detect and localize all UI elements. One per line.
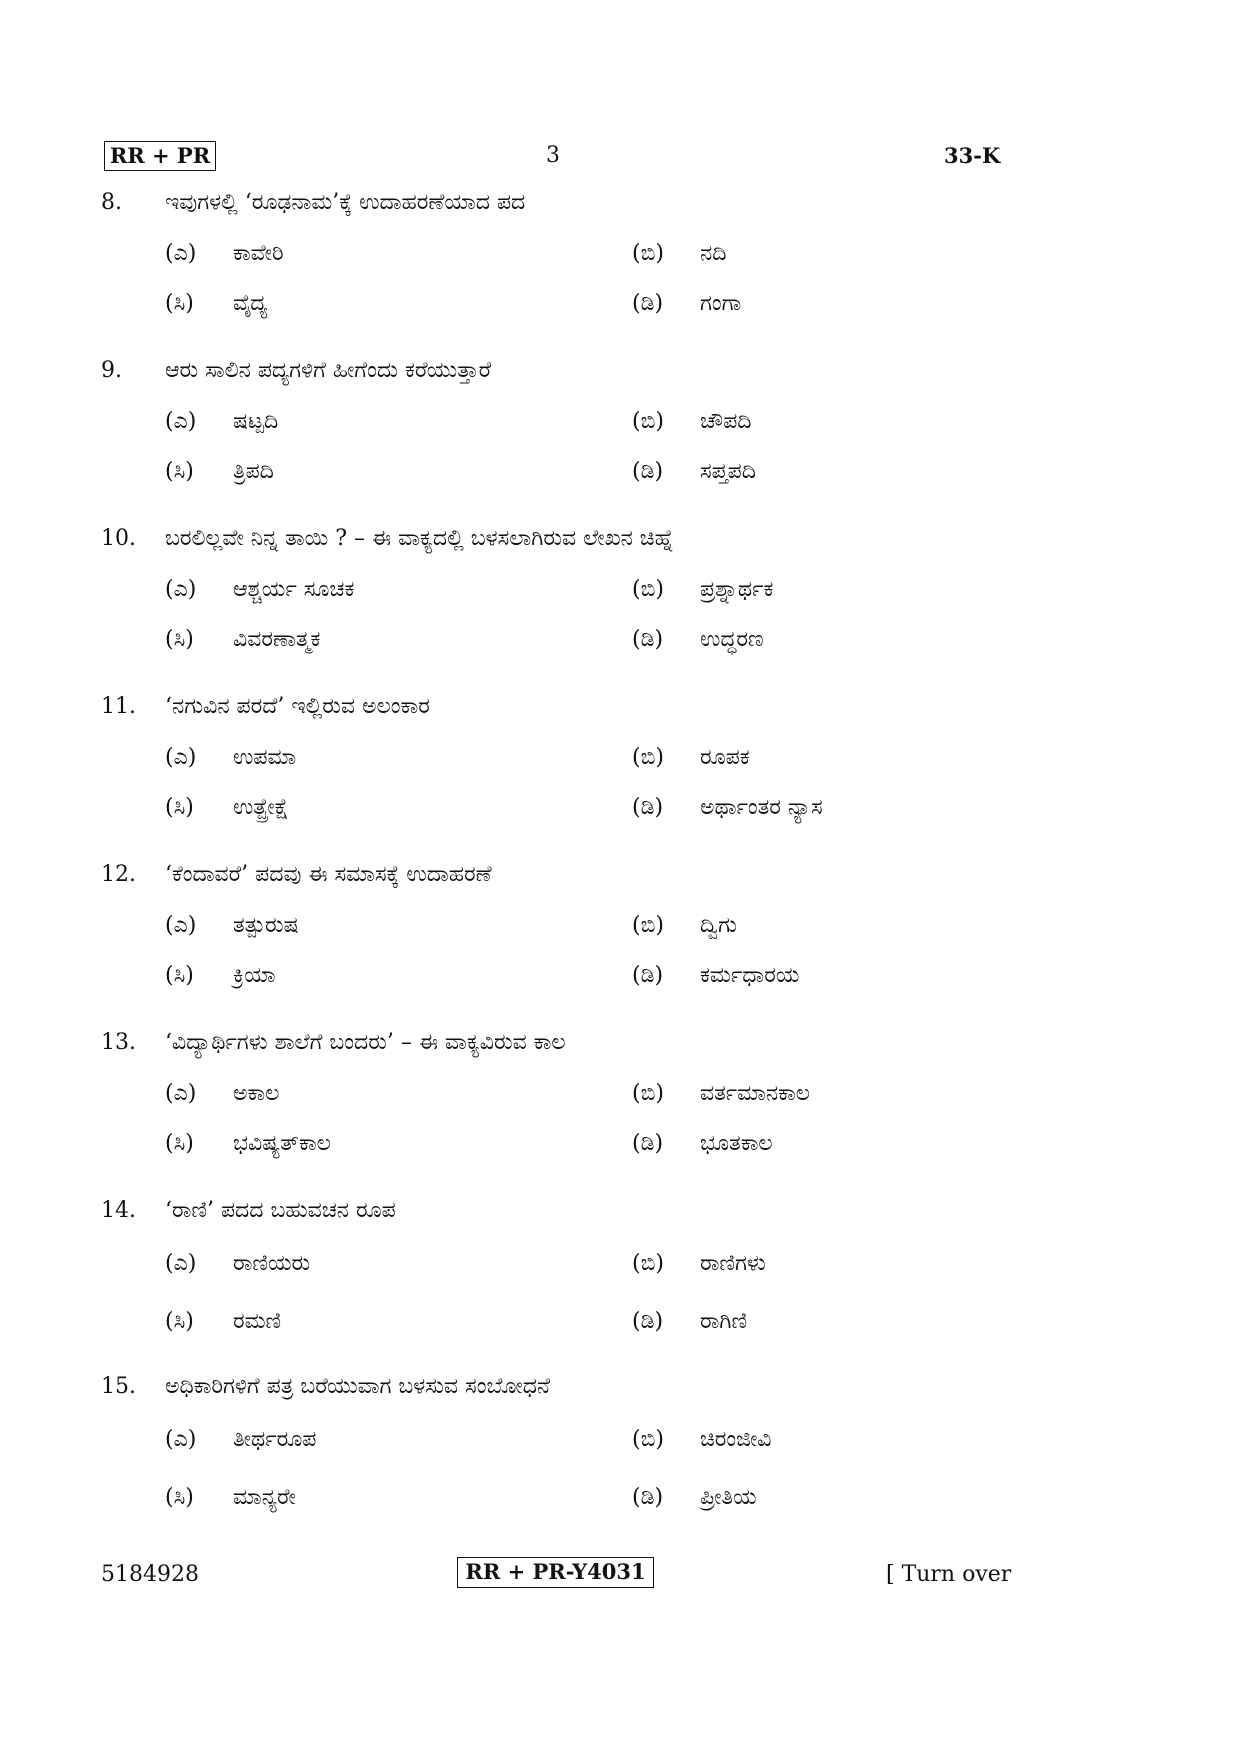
answer-option: [632, 456, 1052, 490]
option-text: ತೀರ್ಥರೂಪ: [233, 1427, 317, 1452]
answer-option: [165, 288, 585, 322]
option-label: (ಎ): [165, 241, 197, 266]
option-text: ರಾಣಿಯರು: [233, 1251, 311, 1276]
option-label: (ಡಿ): [632, 1485, 664, 1510]
option-text: ಉತ್ಪ್ರೇಕ್ಷೆ: [233, 795, 289, 820]
question-number: 9.: [101, 358, 122, 383]
question-text: ಆರು ಸಾಲಿನ ಪದ್ಯಗಳಿಗೆ ಹೀಗೆಂದು ಕರೆಯುತ್ತಾರೆ: [165, 358, 492, 383]
answer-option: [165, 406, 585, 440]
option-label: (ಬಿ): [632, 1251, 664, 1276]
option-text: ಭವಿಷ್ಯತ್‌ಕಾಲ: [233, 1131, 331, 1156]
option-label: (ಸಿ): [165, 795, 194, 820]
answer-option: [165, 1482, 585, 1516]
paper-type-box: RR + PR: [104, 141, 216, 171]
question-text: ‘ರಾಣಿ’ ಪದದ ಬಹುವಚನ ರೂಪ: [165, 1198, 396, 1223]
option-label: (ಎ): [165, 745, 197, 770]
option-label: (ಡಿ): [632, 1309, 664, 1334]
question-item: [0, 188, 1241, 358]
option-label: (ಬಿ): [632, 1427, 664, 1452]
answer-option: [632, 288, 1052, 322]
option-label: (ಬಿ): [632, 577, 664, 602]
option-label: (ಡಿ): [632, 291, 664, 316]
answer-option: [632, 624, 1052, 658]
answer-option: [165, 1248, 585, 1282]
option-label: (ಎ): [165, 577, 197, 602]
option-text: ವೈದ್ಯ: [233, 291, 268, 316]
option-label: (ಡಿ): [632, 795, 664, 820]
option-text: ಪ್ರಶ್ನಾರ್ಥಕ: [700, 577, 774, 602]
answer-option: [632, 792, 1052, 826]
question-text: ‘ಕೆಂದಾವರೆ’ ಪದವು ಈ ಸಮಾಸಕ್ಕೆ ಉದಾಹರಣೆ: [165, 862, 492, 887]
option-text: ಅಕಾಲ: [233, 1081, 280, 1106]
answer-option: [165, 1306, 585, 1340]
option-text: ಚೌಪದಿ: [700, 409, 752, 434]
question-number: 13.: [101, 1030, 136, 1055]
option-label: (ಬಿ): [632, 409, 664, 434]
option-label: (ಸಿ): [165, 963, 194, 988]
option-label: (ಸಿ): [165, 459, 194, 484]
answer-option: [165, 742, 585, 776]
question-item: [0, 524, 1241, 694]
option-label: (ಬಿ): [632, 913, 664, 938]
answer-option: [632, 742, 1052, 776]
question-text: ಇವುಗಳಲ್ಲಿ ‘ರೂಢನಾಮ’ಕ್ಕೆ ಉದಾಹರಣೆಯಾದ ಪದ: [165, 190, 526, 215]
option-text: ರೂಪಕ: [700, 745, 750, 770]
question-item: [0, 860, 1241, 1030]
option-text: ಕ್ರಿಯಾ: [233, 963, 276, 988]
question-text: ಬರಲಿಲ್ಲವೇ ನಿನ್ನ ತಾಯಿ ? – ಈ ವಾಕ್ಯದಲ್ಲಿ ಬಳಸಲಾಗಿರುವ ಲೇಖನ ಚಿಹ್ನೆ: [165, 526, 674, 551]
option-text: ಆಶ್ಚರ್ಯ ಸೂಚಕ: [233, 577, 355, 602]
option-text: ಚಿರಂಜೀವಿ: [700, 1427, 772, 1452]
option-text: ಅರ್ಥಾಂತರ ನ್ಯಾಸ: [700, 795, 823, 820]
option-label: (ಬಿ): [632, 241, 664, 266]
option-text: ಉದ್ಧರಣ: [700, 627, 764, 652]
option-label: (ಎ): [165, 1251, 197, 1276]
option-label: (ಎ): [165, 1427, 197, 1452]
option-text: ರಾಗಿಣಿ: [700, 1309, 748, 1334]
option-text: ಪ್ರೀತಿಯ: [700, 1485, 757, 1510]
answer-option: [165, 1424, 585, 1458]
question-item: [0, 356, 1241, 526]
option-label: (ಬಿ): [632, 1081, 664, 1106]
answer-option: [165, 238, 585, 272]
question-number: 12.: [101, 862, 136, 887]
option-label: (ಎ): [165, 1081, 197, 1106]
option-label: (ಸಿ): [165, 1485, 194, 1510]
option-label: (ಡಿ): [632, 459, 664, 484]
question-item: [0, 1028, 1241, 1198]
answer-option: [165, 1078, 585, 1112]
option-text: ಸಪ್ತಪದಿ: [700, 459, 756, 484]
answer-option: [165, 1128, 585, 1162]
question-number: 15.: [101, 1374, 136, 1399]
option-text: ಕರ್ಮಧಾರಯ: [700, 963, 800, 988]
answer-option: [632, 910, 1052, 944]
answer-option: [632, 1306, 1052, 1340]
answer-option: [632, 1128, 1052, 1162]
question-number: 14.: [101, 1198, 136, 1223]
option-text: ರಾಣಿಗಳು: [700, 1251, 766, 1276]
question-text: ‘ನಗುವಿನ ಪರದೆ’ ಇಲ್ಲಿರುವ ಅಲಂಕಾರ: [165, 694, 430, 719]
option-text: ಷಟ್ಪದಿ: [233, 409, 279, 434]
page-number: 3: [546, 143, 560, 168]
answer-option: [165, 960, 585, 994]
answer-option: [165, 792, 585, 826]
answer-option: [632, 574, 1052, 608]
question-item: [0, 692, 1241, 862]
option-label: (ಬಿ): [632, 745, 664, 770]
option-text: ಉಪಮಾ: [233, 745, 297, 770]
option-label: (ಡಿ): [632, 627, 664, 652]
option-text: ವಿವರಣಾತ್ಮಕ: [233, 627, 321, 652]
answer-option: [165, 456, 585, 490]
question-item: [0, 1196, 1241, 1366]
booklet-number: 5184928: [101, 1562, 199, 1587]
option-label: (ಡಿ): [632, 963, 664, 988]
question-number: 11.: [101, 694, 136, 719]
option-text: ತ್ರಿಪದಿ: [233, 459, 274, 484]
paper-code: 33-K: [944, 143, 1001, 168]
question-text: ಅಧಿಕಾರಿಗಳಿಗೆ ಪತ್ರ ಬರೆಯುವಾಗ ಬಳಸುವ ಸಂಬೋಧನೆ: [165, 1374, 551, 1399]
option-text: ಮಾನ್ಯರೇ: [233, 1485, 296, 1510]
answer-option: [632, 960, 1052, 994]
option-text: ಕಾವೇರಿ: [233, 241, 284, 266]
option-label: (ಸಿ): [165, 291, 194, 316]
question-item: [0, 1372, 1241, 1542]
option-text: ಗಂಗಾ: [700, 291, 742, 316]
option-text: ವರ್ತಮಾನಕಾಲ: [700, 1081, 811, 1106]
option-label: (ಎ): [165, 409, 197, 434]
answer-option: [632, 1078, 1052, 1112]
answer-option: [632, 406, 1052, 440]
option-label: (ಎ): [165, 913, 197, 938]
question-number: 8.: [101, 190, 122, 215]
answer-option: [632, 1482, 1052, 1516]
option-text: ತತ್ಪುರುಷ: [233, 913, 299, 938]
question-number: 10.: [101, 526, 136, 551]
option-text: ದ್ವಿಗು: [700, 913, 738, 938]
answer-option: [165, 574, 585, 608]
turn-over-label: [ Turn over: [886, 1562, 1012, 1587]
option-label: (ಸಿ): [165, 1131, 194, 1156]
option-label: (ಡಿ): [632, 1131, 664, 1156]
option-text: ನದಿ: [700, 241, 727, 266]
series-code-box: RR + PR-Y4031: [457, 1557, 654, 1588]
answer-option: [632, 1248, 1052, 1282]
answer-option: [632, 1424, 1052, 1458]
answer-option: [632, 238, 1052, 272]
answer-option: [165, 910, 585, 944]
option-text: ರಮಣಿ: [233, 1309, 282, 1334]
option-text: ಭೂತಕಾಲ: [700, 1131, 773, 1156]
option-label: (ಸಿ): [165, 627, 194, 652]
answer-option: [165, 624, 585, 658]
question-text: ‘ವಿದ್ಯಾರ್ಥಿಗಳು ಶಾಲೆಗೆ ಬಂದರು’ – ಈ ವಾಕ್ಯವಿರುವ ಕಾಲ: [165, 1030, 566, 1055]
option-label: (ಸಿ): [165, 1309, 194, 1334]
